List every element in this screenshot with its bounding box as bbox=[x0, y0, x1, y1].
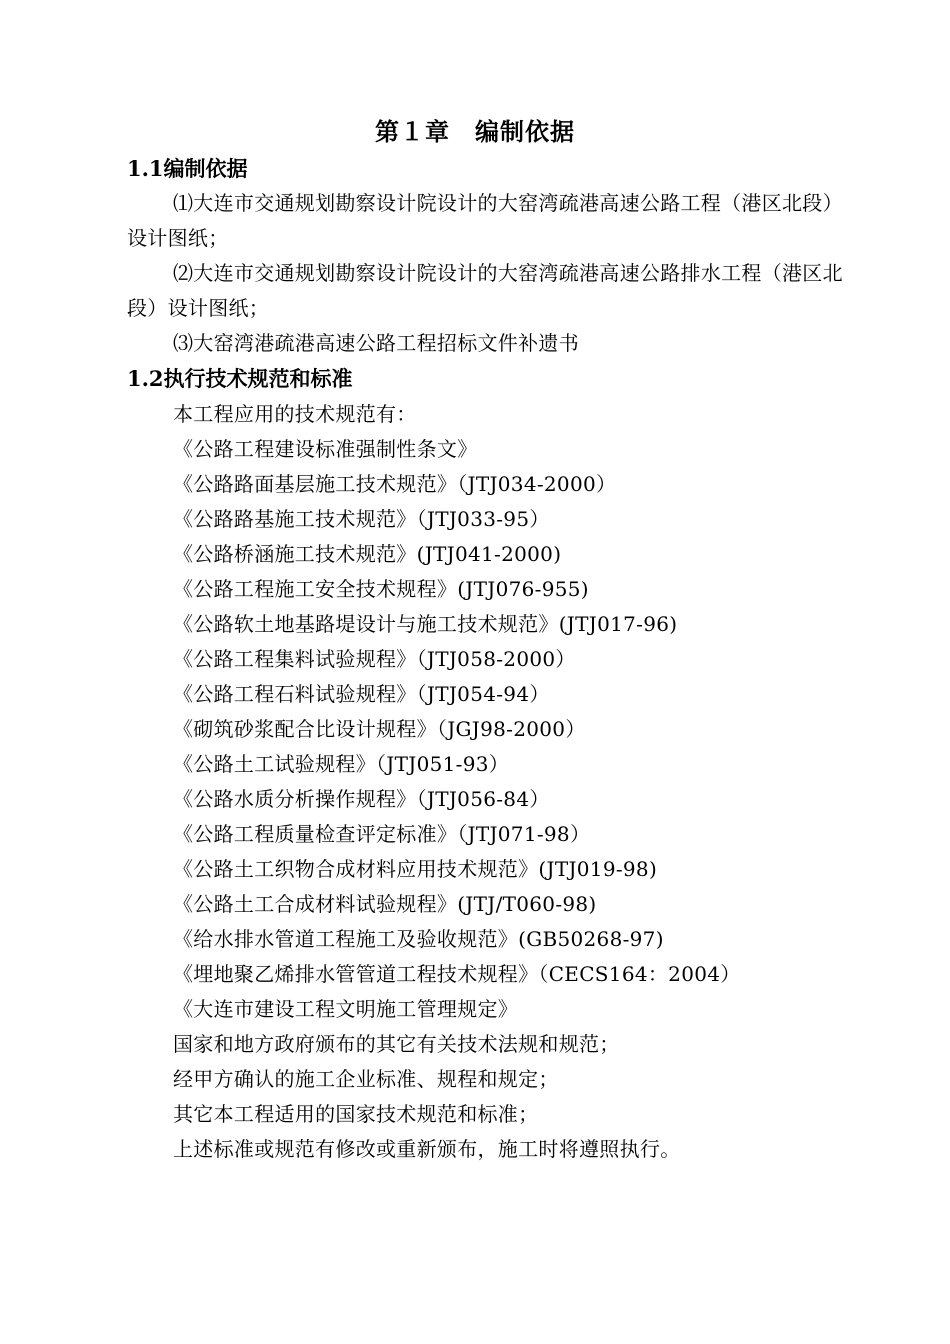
standard-item: 《公路工程集料试验规程》（JTJ058-2000） bbox=[173, 647, 576, 671]
standards-intro: 本工程应用的技术规范有： bbox=[173, 402, 417, 426]
closing-line: 上述标准或规范有修改或重新颁布，施工时将遵照执行。 bbox=[173, 1137, 681, 1161]
standard-item: 《公路土工织物合成材料应用技术规范》(JTJ019-98) bbox=[173, 857, 658, 881]
standard-item: 《公路工程施工安全技术规程》(JTJ076-955) bbox=[173, 577, 589, 601]
standard-item: 《公路路基施工技术规范》（JTJ033-95） bbox=[173, 507, 550, 531]
standard-item: 《公路水质分析操作规程》（JTJ056-84） bbox=[173, 787, 550, 811]
closing-line: 经甲方确认的施工企业标准、规程和规定； bbox=[173, 1067, 559, 1091]
basis-item-3: ⑶大窑湾港疏港高速公路工程招标文件补遗书 bbox=[173, 331, 579, 355]
standard-item: 《公路软土地基路堤设计与施工技术规范》(JTJ017-96) bbox=[173, 612, 678, 636]
standard-item: 《公路工程质量检查评定标准》（JTJ071-98） bbox=[173, 822, 591, 846]
closing-line: 国家和地方政府颁布的其它有关技术法规和规范； bbox=[173, 1032, 620, 1056]
standard-item: 《砌筑砂浆配合比设计规程》（JGJ98-2000） bbox=[173, 717, 586, 741]
section-heading-basis: 1.1编制依据 bbox=[127, 156, 248, 181]
chapter-title: 第１章 编制依据 bbox=[375, 117, 575, 146]
closing-line: 其它本工程适用的国家技术规范和标准； bbox=[173, 1102, 539, 1126]
standard-item: 《公路工程建设标准强制性条文》 bbox=[173, 437, 478, 461]
standard-item: 《埋地聚乙烯排水管管道工程技术规程》（CECS164：2004） bbox=[173, 962, 741, 986]
basis-item-2: ⑵大连市交通规划勘察设计院设计的大窑湾疏港高速公路排水工程（港区北段）设计图纸； bbox=[127, 261, 843, 320]
standard-item: 《大连市建设工程文明施工管理规定》 bbox=[173, 997, 519, 1021]
standard-item: 《公路土工试验规程》（JTJ051-93） bbox=[173, 752, 510, 776]
standard-item: 《公路桥涵施工技术规范》(JTJ041-2000) bbox=[173, 542, 562, 566]
basis-item-1: ⑴大连市交通规划勘察设计院设计的大窑湾疏港高速公路工程（港区北段）设计图纸； bbox=[127, 191, 843, 250]
standard-item: 《给水排水管道工程施工及验收规范》(GB50268-97) bbox=[173, 927, 664, 951]
section-heading-standards: 1.2执行技术规范和标准 bbox=[127, 366, 353, 391]
standard-item: 《公路路面基层施工技术规范》（JTJ034-2000） bbox=[173, 472, 617, 496]
standard-item: 《公路工程石料试验规程》（JTJ054-94） bbox=[173, 682, 550, 706]
standard-item: 《公路土工合成材料试验规程》(JTJ/T060-98) bbox=[173, 892, 597, 916]
